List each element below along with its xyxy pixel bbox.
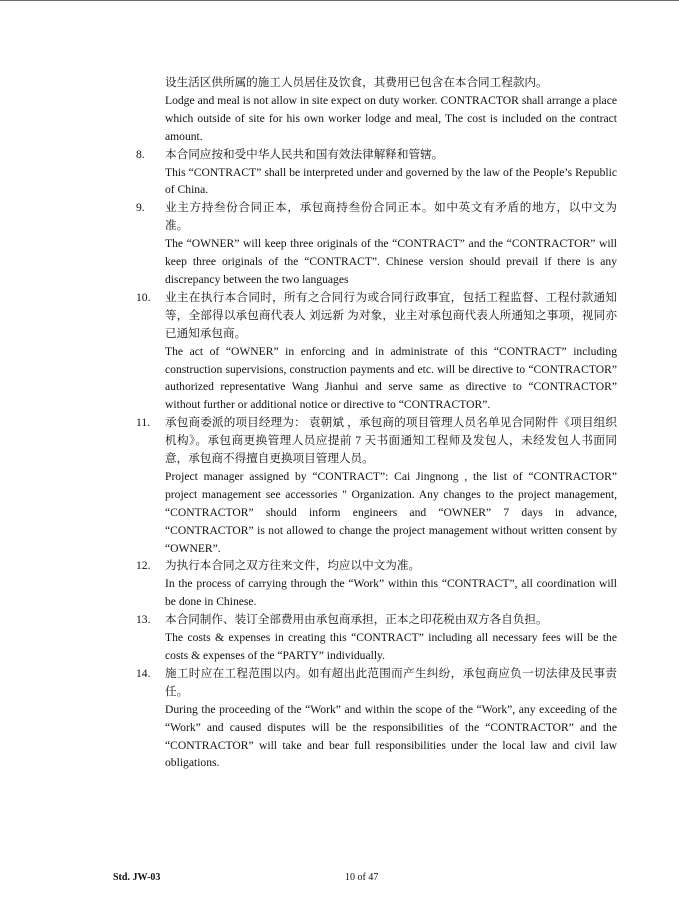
- clause-10: [136, 289, 617, 414]
- clause-number: 14.: [136, 666, 151, 680]
- clause-en: Project manager assigned by “CONTRACT”: Cai Jingnong , the list of “CONTRACTOR” project management see accessories " Organization. Any changes to the project management, “CONTRACTOR” should inform engineers and “OWNER” 7 days in advance, “CONTRACTOR” is not allowed to change the project management without written consent by “OWNER”.: [165, 469, 617, 555]
- document-body: [136, 74, 617, 772]
- clause-zh: 本合同制作、装订全部费用由承包商承担，正本之印花税由双方各自负担。: [165, 613, 548, 627]
- footer-page-number: 10 of 47: [345, 872, 379, 883]
- clause-number: 10.: [136, 290, 151, 304]
- clause-zh: 本合同应按和受中华人民共和国有效法律解释和管辖。: [165, 147, 444, 161]
- clause-zh: 业主方持叁份合同正本，承包商持叁份合同正本。如中英文有矛盾的地方，以中文为准。: [165, 201, 617, 233]
- clause-en: The costs & expenses in creating this “CONTRACT” including all necessary fees will be the costs & expenses of the “PARTY” individually.: [165, 631, 617, 662]
- clause-number: 11.: [136, 416, 151, 430]
- clause-8: [136, 146, 617, 200]
- clause-en: This “CONTRACT” shall be interpreted under and governed by the law of the People’s Republic of China.: [165, 165, 617, 197]
- intro-zh: 设生活区供所属的施工人员居住及饮食，其费用已包含在本合同工程款内。: [165, 76, 548, 89]
- clause-zh: 施工时应在工程范围以内。如有超出此范围而产生纠纷，承包商应负一切法律及民事责任。: [165, 666, 617, 698]
- clause-en: In the process of carrying through the “Work” within this “CONTRACT”, all coordination will be done in Chinese.: [165, 577, 617, 609]
- footer-doc-code: Std. JW-03: [113, 872, 161, 883]
- clause-12: [136, 557, 617, 611]
- clause-zh: 承包商委派的项目经理为： 袁朝斌 ，承包商的项目管理人员名单见合同附件《项目组织机构》。承包商更换管理人员应提前 7 天书面通知工程师及发包人，未经发包人书面同意，承包商不得擅自更换项目管理人员。: [165, 416, 617, 466]
- clause-13: [136, 611, 617, 665]
- intro-en: Lodge and meal is not allow in site expect on duty worker. CONTRACTOR shall arrange a place which outside of site for his own worker lodge and meal, The cost is included on the contract amount.: [165, 93, 617, 143]
- clause-14: [136, 665, 617, 772]
- top-border-line: [0, 0, 679, 1]
- clause-11: [136, 414, 617, 557]
- clause-en: The “OWNER” will keep three originals of the “CONTRACT” and the “CONTRACTOR” will keep three originals of the “CONTRACT”. Chinese version should prevail if there is any discrepancy between the two languages: [165, 237, 617, 286]
- clause-zh: 为执行本合同之双方往来文件，均应以中文为准。: [165, 559, 421, 573]
- clause-number: 13.: [136, 613, 151, 627]
- clause-9: [136, 199, 617, 289]
- clause-en: During the proceeding of the “Work” and within the scope of the “Work”, any exceeding of the “Work” and caused disputes will be the responsibilities of the “CONTRACTOR” and the “CONTRACTOR” will take and bear full responsibilities under the local law and civil law obligations.: [165, 702, 617, 770]
- clause-number: 9.: [136, 201, 145, 215]
- clause-zh: 业主在执行本合同时，所有之合同行为或合同行政事宜，包括工程监督、工程付款通知等，全部得以承包商代表人 刘远新 为对象，业主对承包商代表人所通知之事项，视同亦已通知承包商。: [165, 290, 617, 340]
- clause-number: 8.: [136, 147, 145, 161]
- clause-number: 12.: [136, 559, 151, 573]
- clause-en: The act of “OWNER” in enforcing and in administrate of this “CONTRACT” including construction supervisions, construction payments and etc. will be directive to “CONTRACTOR” authorized representative Wang Jianhui and serve same as directive to “CONTRACTOR” without further or additional notice or directive to “CONTRACTOR”.: [165, 344, 617, 412]
